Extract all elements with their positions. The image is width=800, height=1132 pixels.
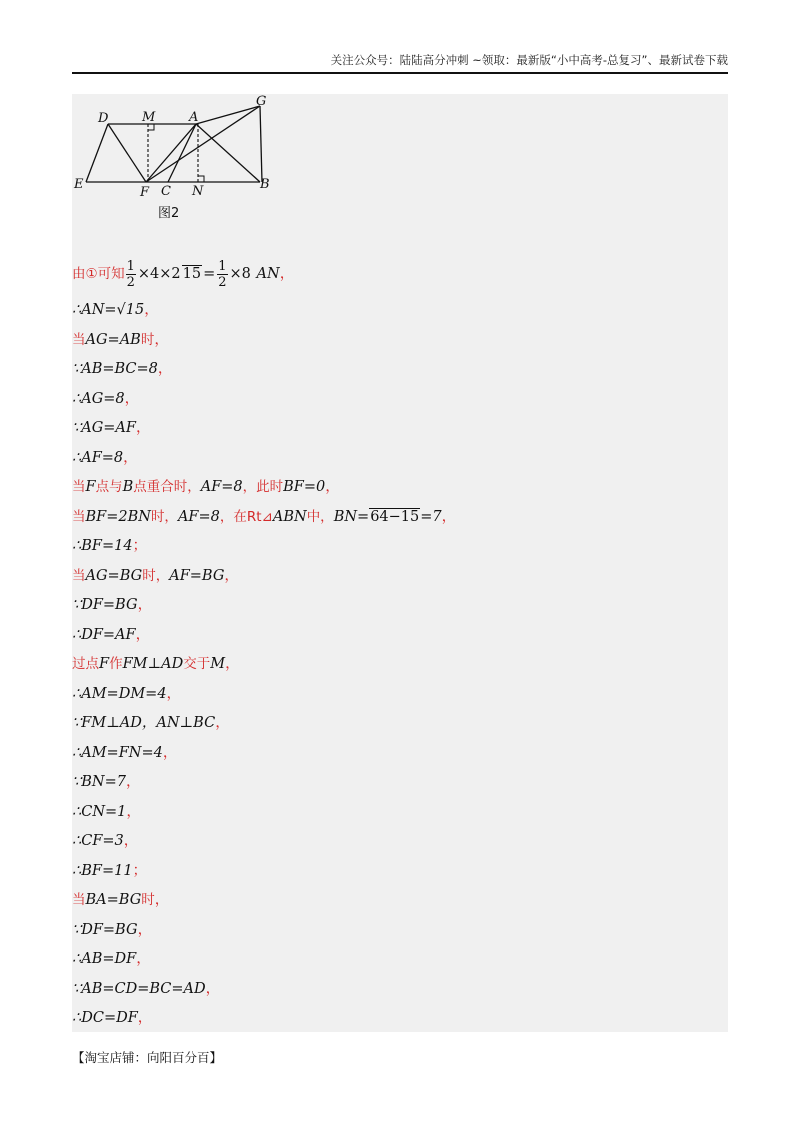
solution-line-4: ∵AB=BC=8， [72, 361, 173, 377]
segment-AG [196, 106, 260, 124]
solution-line-7: ∴AF=8， [72, 449, 138, 466]
page-header: 关注公众号：陆陆高分冲刺 ~领取：最新版“小中高考-总复习”、最新试卷下载 [330, 53, 728, 67]
segment-AB [196, 124, 260, 182]
solution-line-15: ∴AM=DM=4， [72, 685, 182, 702]
solution-line-17: ∴AM=FN=4， [72, 744, 178, 761]
label-A: A [189, 110, 199, 125]
solution-line-24: ∴AB=DF， [72, 951, 151, 967]
solution-line-1: 由①可知 $\frac{1}{2}$ ×4×2 15 = $\frac{1}{2}$ ×8 AN， [72, 258, 295, 290]
solution-line-21: ∴BF=11； [72, 862, 148, 879]
segment-GB [260, 106, 262, 182]
label-E: E [74, 177, 84, 192]
fraction-one-half-2: $\frac{1}{2}$ [218, 258, 227, 290]
solution-line-19: ∴CN=1， [72, 803, 141, 820]
solution-line-25: ∵AB=CD=BC=AD， [72, 980, 221, 997]
solution-line-26: ∴DC=DF， [72, 1010, 153, 1026]
solution-line-18: ∵BN=7， [72, 774, 141, 790]
segment-AC [168, 124, 196, 182]
label-G: G [256, 94, 267, 109]
solution-line-10: ∴BF=14； [72, 538, 148, 554]
solution-line-23: ∵DF=BG， [72, 921, 153, 938]
label-N: N [192, 184, 204, 199]
solution-line-14: 过点F作FM⊥AD交于M， [72, 656, 240, 672]
label-F: F [140, 185, 150, 200]
solution-line-22: 当BA=BG时， [72, 892, 170, 908]
geometry-figure [72, 94, 270, 220]
solution-line-6: ∵AG=AF， [72, 420, 151, 436]
label-D: D [98, 111, 109, 126]
sqrt-64-minus-15: 64−15 [370, 508, 420, 525]
solution-text [72, 252, 728, 1034]
solution-line-11: 当AG=BG时，AF=BG， [72, 567, 239, 584]
label-B: B [260, 177, 270, 192]
segment-DF [108, 124, 146, 182]
solution-line-20: ∴CF=3， [72, 833, 139, 849]
right-angle-N [198, 176, 204, 182]
solution-line-3: 当AG=AB时， [72, 331, 169, 348]
solution-line-12: ∵DF=BG， [72, 597, 153, 613]
label-M: M [142, 110, 156, 125]
sqrt-15: 15 [182, 266, 202, 282]
segment-ED [86, 124, 108, 182]
figure-caption: 图2 [158, 206, 180, 220]
fraction-one-half: $\frac{1}{2}$ [126, 258, 135, 290]
solution-line-2: ∴AN=√15， [72, 302, 159, 318]
segment-FG [146, 106, 260, 182]
header-rule [72, 72, 728, 74]
label-C: C [161, 184, 171, 199]
solution-line-13: ∴DF=AF， [72, 626, 151, 643]
solution-line-9: 当BF=2BN时，AF=8，在Rt⊿ABN中，BN=64−15=7， [72, 508, 457, 525]
page-footer: 【淘宝店铺：向阳百分百】 [72, 1050, 223, 1065]
solution-line-5: ∴AG=8， [72, 390, 140, 407]
solution-line-8: 当F点与B点重合时，AF=8，此时BF=0， [72, 479, 340, 495]
solution-line-16: ∵FM⊥AD，AN⊥BC， [72, 715, 230, 731]
